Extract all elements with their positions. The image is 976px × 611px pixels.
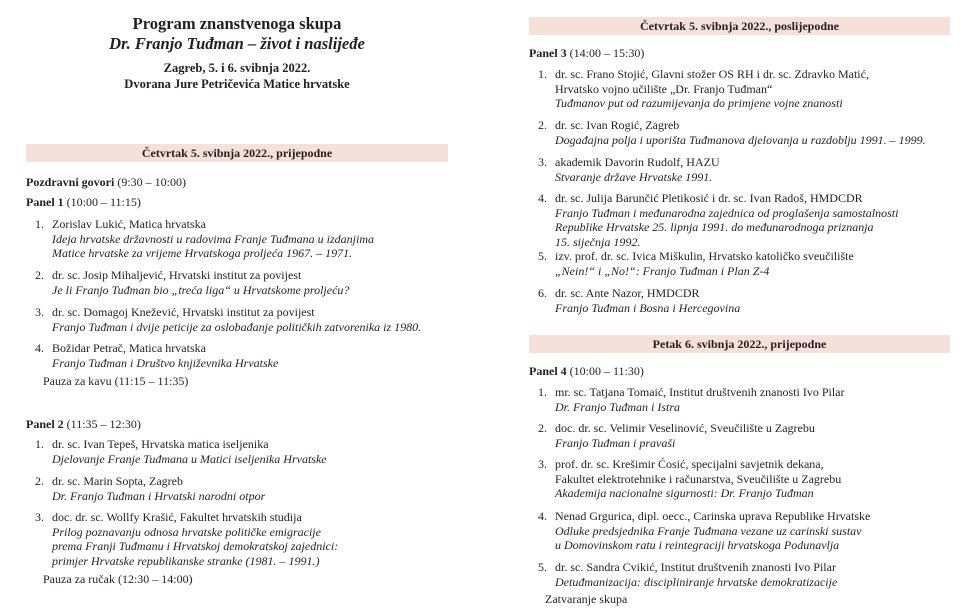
day-band-friday-morning: Petak 6. svibnja 2022., prijepodne <box>529 335 950 353</box>
talk-title-line: Dr. Franjo Tuđman i Hrvatski narodni otpor <box>52 488 266 503</box>
talk-item <box>529 155 959 184</box>
item-number: 2. <box>538 118 547 132</box>
speaker-line: doc. dr. sc. Wollfy Krašić, Fakultet hrvatskih studija <box>52 510 302 524</box>
talk-item <box>26 437 456 466</box>
item-number: 4. <box>538 191 547 205</box>
welcome-label: Pozdravni govori <box>26 175 115 189</box>
talk-title-line: Događajna polja i uporišta Tuđmanova djelovanja u razdoblju 1991. – 1999. <box>555 132 926 147</box>
panel-4-heading <box>529 364 644 378</box>
speaker-line: dr. sc. Ivan Rogić, Zagreb <box>555 118 680 132</box>
talk-item <box>26 510 456 568</box>
speaker-line: dr. sc. Ante Nazor, HMDCDR <box>555 286 700 300</box>
talk-item <box>529 457 959 501</box>
talk-title-line: u Domovinskom ratu i reintegraciji hrvatskoga Podunavlja <box>555 538 840 552</box>
speaker-line: prof. dr. sc. Krešimir Ćosić, specijalni savjetnik dekana, <box>555 457 824 471</box>
item-number: 1. <box>538 67 547 81</box>
talk-title-line: Franjo Tuđman i Društvo književnika Hrvatske <box>52 355 279 370</box>
talk-title-line: Tuđmanov put od razumijevanja do primjene vojne znanosti <box>555 96 843 110</box>
item-number: 5. <box>538 560 547 574</box>
place-date: Zagreb, 5. i 6. svibnja 2022. <box>163 61 311 75</box>
item-number: 1. <box>538 385 547 399</box>
day-band-thursday-afternoon: Četvrtak 5. svibnja 2022., poslijepodne <box>529 17 950 35</box>
item-number: 6. <box>538 286 547 300</box>
panel-3-heading <box>529 46 644 60</box>
talk-item <box>529 385 959 414</box>
speaker-line: mr. sc. Tatjana Tomaić, Institut društvenih znanosti Ivo Pilar <box>555 385 845 399</box>
talk-title-line: Stvaranje države Hrvatske 1991. <box>555 169 713 184</box>
talk-title-line: Djelovanje Franje Tuđmana u Matici iseljenika Hrvatske <box>52 451 327 466</box>
speaker-line: Zorislav Lukić, Matica hrvatska <box>52 217 206 231</box>
closing: Zatvaranje skupa <box>545 592 628 606</box>
panel-1-heading <box>26 195 141 209</box>
speaker-line: dr. sc. Frano Stojić, Glavni stožer OS RH i dr. sc. Zdravko Matić, <box>555 67 869 81</box>
talk-item <box>529 286 959 315</box>
day-band-thursday-morning: Četvrtak 5. svibnja 2022., prijepodne <box>26 144 448 162</box>
speaker-line: dr. sc. Marin Sopta, Zagreb <box>52 474 183 488</box>
talk-title-line: Franjo Tuđman i dvije peticije za oslobađanje političkih zatvorenika iz 1980. <box>52 319 422 334</box>
program-subtitle: Dr. Franjo Tuđman – život i naslijeđe <box>109 34 365 53</box>
program-header <box>26 14 448 92</box>
item-number: 4. <box>538 509 547 523</box>
talk-title-line: „Nein!“ i „No!“: Franjo Tuđman i Plan Z-4 <box>555 263 770 278</box>
talk-title-line: Je li Franjo Tuđman bio „treća liga“ u Hrvatskome proljeću? <box>52 282 350 297</box>
speaker-line: Fakultet elektrotehnike i računarstva, Sveučilište u Zagrebu <box>555 471 842 486</box>
speaker-line: dr. sc. Julija Barunčić Pletikosić i dr. sc. Ivan Radoš, HMDCDR <box>555 191 863 205</box>
panel-4-label: Panel 4 <box>529 364 567 378</box>
talk-item <box>529 421 959 450</box>
talk-item <box>26 268 456 297</box>
talk-title-line: Odluke predsjednika Franje Tuđmana vezane uz carinski sustav <box>555 523 862 538</box>
item-number: 3. <box>538 155 547 169</box>
talk-title-line: Franjo Tuđman i pravaši <box>555 435 676 450</box>
talk-title-line: primjer Hrvatske republikanske stranke (1981. – 1991.) <box>52 553 320 568</box>
talk-item <box>26 305 456 334</box>
talk-item <box>529 509 959 553</box>
item-number: 3. <box>538 457 547 471</box>
item-number: 2. <box>35 474 44 488</box>
talk-title-line: Franjo Tuđman i međunarodna zajednica od proglašenja samostalnosti <box>555 205 899 220</box>
panel-3-label: Panel 3 <box>529 46 567 60</box>
coffee-break: Pauza za kavu (11:15 – 11:35) <box>43 374 189 388</box>
talk-title-line: Prilog poznavanju odnosa hrvatske političke emigracije <box>52 524 321 539</box>
speaker-line: dr. sc. Sandra Cvikić, Institut društvenih znanosti Ivo Pilar <box>555 560 836 574</box>
talk-item <box>529 191 959 249</box>
talk-item <box>26 474 456 503</box>
item-number: 1. <box>35 217 44 231</box>
speaker-line: izv. prof. dr. sc. Ivica Miškulin, Hrvatsko katoličko sveučilište <box>555 249 854 263</box>
panel-4-time: (10:00 – 11:30) <box>569 364 644 378</box>
lunch-break: Pauza za ručak (12:30 – 14:00) <box>43 572 193 586</box>
talk-item <box>26 217 456 261</box>
speaker-line: Nenad Grgurica, dipl. oecc., Carinska uprava Republike Hrvatske <box>555 509 871 523</box>
item-number: 4. <box>35 341 44 355</box>
talk-title-line: Matice hrvatske za vrijeme Hrvatskoga proljeća 1967. – 1971. <box>52 246 353 260</box>
talk-title-line: Ideja hrvatske državnosti u radovima Franje Tuđmana u izdanjima <box>52 231 374 246</box>
talk-item <box>529 249 959 278</box>
item-number: 5. <box>538 249 547 263</box>
talk-title-line: 15. siječnja 1992. <box>555 234 641 249</box>
speaker-line: Božidar Petrač, Matica hrvatska <box>52 341 206 355</box>
panel-1-time: (10:00 – 11:15) <box>66 195 141 209</box>
program-title: Program znanstvenoga skupa <box>132 14 342 33</box>
speaker-line: dr. sc. Domagoj Knežević, Hrvatski institut za povijest <box>52 305 315 319</box>
speaker-line: akademik Davorin Rudolf, HAZU <box>555 155 720 169</box>
talk-title-line: Republike Hrvatske 25. lipnja 1991. do međunarodnoga priznanja <box>555 220 874 234</box>
talk-item <box>529 118 959 147</box>
speaker-line: Hrvatsko vojno učilište „Dr. Franjo Tuđman“ <box>555 81 773 96</box>
talk-title-line: Detuđmanizacija: discipliniranje hrvatske demokratizacije <box>555 574 838 589</box>
welcome-speeches <box>26 175 186 189</box>
panel-1-label: Panel 1 <box>26 195 64 209</box>
item-number: 3. <box>35 305 44 319</box>
speaker-line: doc. dr. sc. Velimir Veselinović, Sveučilište u Zagrebu <box>555 421 815 435</box>
venue: Dvorana Jure Petričevića Matice hrvatske <box>124 77 350 91</box>
panel-2-time: (11:35 – 12:30) <box>66 417 141 431</box>
item-number: 3. <box>35 510 44 524</box>
talk-title-line: Dr. Franjo Tuđman i Istra <box>555 399 681 414</box>
item-number: 2. <box>538 421 547 435</box>
talk-item <box>529 67 959 111</box>
talk-title-line: Akademija nacionalne sigurnosti: Dr. Franjo Tuđman <box>555 486 814 500</box>
panel-2-heading <box>26 417 141 431</box>
speaker-line: dr. sc. Ivan Tepeš, Hrvatska matica iseljenika <box>52 437 269 451</box>
speaker-line: dr. sc. Josip Mihaljević, Hrvatski institut za povijest <box>52 268 302 282</box>
item-number: 2. <box>35 268 44 282</box>
talk-item <box>529 560 959 589</box>
item-number: 1. <box>35 437 44 451</box>
talk-title-line: Franjo Tuđman i Bosna i Hercegovina <box>555 300 741 315</box>
talk-item <box>26 341 456 370</box>
panel-2-label: Panel 2 <box>26 417 64 431</box>
talk-title-line: prema Franji Tuđmanu i Hrvatskoj demokratskoj zajednici: <box>52 539 339 553</box>
welcome-time: (9:30 – 10:00) <box>117 175 186 189</box>
panel-3-time: (14:00 – 15:30) <box>569 46 645 60</box>
